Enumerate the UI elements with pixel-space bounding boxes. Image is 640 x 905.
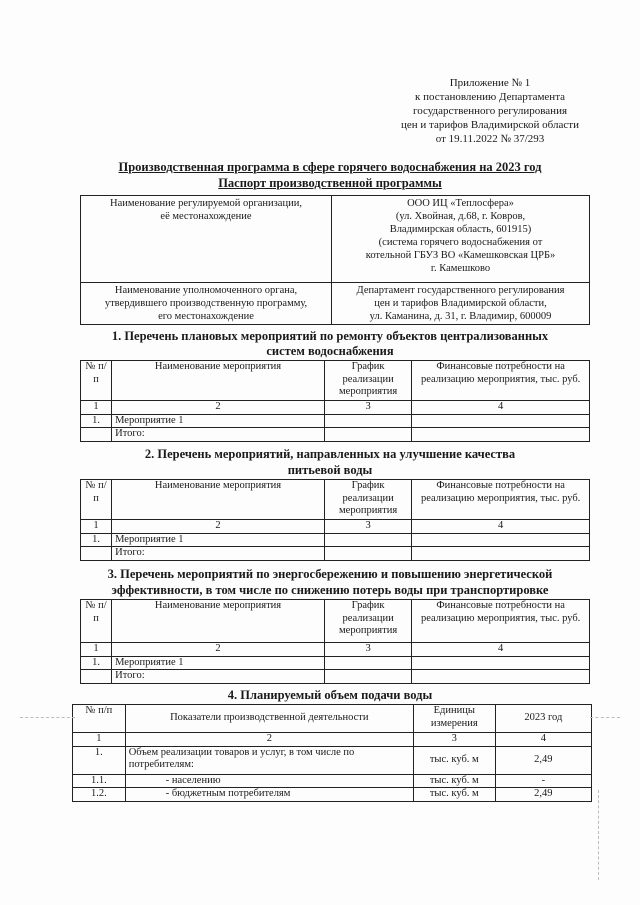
organization-system: (система горячего водоснабжения от xyxy=(378,237,543,248)
scan-artifact xyxy=(598,790,599,880)
appendix-line: Приложение № 1 xyxy=(449,77,531,89)
row-finance xyxy=(412,533,590,547)
plan-table-1 xyxy=(80,360,590,442)
appendix-line: цен и тарифов Владимирской области xyxy=(401,119,579,131)
row-value: 2,49 xyxy=(495,788,591,802)
plan-table-3 xyxy=(80,599,590,684)
total-label: Итого: xyxy=(112,670,325,684)
table-row xyxy=(73,746,592,774)
document-subtitle: Паспорт производственной программы xyxy=(218,176,442,190)
row-indicator: Объем реализации товаров и услуг, в том числе по потребителям: xyxy=(125,746,413,774)
section-2-heading: питьевой воды xyxy=(287,463,373,477)
index-cell: 4 xyxy=(412,520,590,534)
scan-artifact xyxy=(590,717,620,718)
header-finance: Финансовые потребности на реализацию мероприятия, тыс. руб. xyxy=(412,600,590,643)
table-row xyxy=(73,788,592,802)
index-cell: 4 xyxy=(412,401,590,415)
plan-table-2 xyxy=(80,479,590,561)
organization-system: котельной ГБУЗ ВО «Камешковская ЦРБ» xyxy=(365,250,556,261)
total-label: Итого: xyxy=(112,547,325,561)
row-name: Мероприятие 1 xyxy=(112,656,325,670)
index-cell: 3 xyxy=(324,401,411,415)
passport-table xyxy=(80,195,590,325)
row-unit: тыс. куб. м xyxy=(413,774,495,788)
header-num: № п/п xyxy=(81,480,112,520)
index-cell: 3 xyxy=(324,520,411,534)
row-schedule xyxy=(324,656,411,670)
index-cell: 3 xyxy=(324,643,411,657)
row-indicator: - населению xyxy=(125,774,413,788)
scan-artifact xyxy=(20,717,75,718)
passport-label: Наименование регулируемой организации, xyxy=(110,198,302,209)
index-cell: 1 xyxy=(81,643,112,657)
total-row xyxy=(81,670,590,684)
header-unit: Единицы измерения xyxy=(413,705,495,733)
row-num: 1.1. xyxy=(73,774,126,788)
total-row xyxy=(81,428,590,442)
row-num: 1. xyxy=(81,533,112,547)
passport-label-cell xyxy=(81,196,332,283)
authority-name: Департамент государственного регулирования xyxy=(356,285,565,296)
row-unit: тыс. куб. м xyxy=(413,788,495,802)
water-volume-table xyxy=(72,704,592,802)
table-row xyxy=(73,774,592,788)
appendix-line: от 19.11.2022 № 37/293 xyxy=(435,133,545,145)
row-num: 1.2. xyxy=(73,788,126,802)
document-title: Производственная программа в сфере горячего водоснабжения на 2023 год xyxy=(118,160,542,174)
table-row xyxy=(81,656,590,670)
section-1-heading: 1. Перечень плановых мероприятий по ремонту объектов централизованных xyxy=(111,329,549,343)
row-value: - xyxy=(495,774,591,788)
section-1-heading: систем водоснабжения xyxy=(266,344,394,358)
row-finance xyxy=(412,414,590,428)
passport-label: её местонахождение xyxy=(160,211,252,222)
passport-label: Наименование уполномоченного органа, xyxy=(114,285,298,296)
row-num: 1. xyxy=(81,414,112,428)
row-name: Мероприятие 1 xyxy=(112,533,325,547)
authority-name: цен и тарифов Владимирской области, xyxy=(374,298,547,309)
row-num: 1. xyxy=(73,746,126,774)
header-num: № п/п xyxy=(73,705,126,733)
index-cell: 4 xyxy=(412,643,590,657)
total-row xyxy=(81,547,590,561)
row-indicator: - бюджетным потребителям xyxy=(125,788,413,802)
organization-address: (ул. Хвойная, д.68, г. Ковров, xyxy=(395,211,526,222)
index-cell: 2 xyxy=(112,643,325,657)
total-label: Итого: xyxy=(112,428,325,442)
appendix-block xyxy=(380,76,600,146)
header-finance: Финансовые потребности на реализацию мероприятия, тыс. руб. xyxy=(412,480,590,520)
passport-label: его местонахождение xyxy=(158,311,254,322)
header-schedule: График реализации мероприятия xyxy=(324,361,411,401)
row-unit: тыс. куб. м xyxy=(413,746,495,774)
section-3-heading: 3. Перечень мероприятий по энергосбережению и повышению энергетической xyxy=(107,567,553,581)
row-schedule xyxy=(324,414,411,428)
header-num: № п/п xyxy=(81,600,112,643)
header-schedule: График реализации мероприятия xyxy=(324,480,411,520)
header-year: 2023 год xyxy=(495,705,591,733)
index-cell: 1 xyxy=(81,520,112,534)
organization-city: г. Камешково xyxy=(430,263,491,274)
appendix-line: к постановлению Департамента xyxy=(414,91,566,103)
passport-value-cell xyxy=(332,196,590,283)
organization-name: ООО ИЦ «Теплосфера» xyxy=(407,198,514,209)
header-finance: Финансовые потребности на реализацию мероприятия, тыс. руб. xyxy=(412,361,590,401)
row-num: 1. xyxy=(81,656,112,670)
index-cell: 1 xyxy=(73,733,126,747)
index-cell: 2 xyxy=(125,733,413,747)
header-name: Наименование мероприятия xyxy=(112,600,325,643)
index-cell: 2 xyxy=(112,520,325,534)
row-name: Мероприятие 1 xyxy=(112,414,325,428)
authority-address: ул. Каманина, д. 31, г. Владимир, 600009 xyxy=(369,311,552,322)
index-cell: 4 xyxy=(495,733,591,747)
index-cell: 3 xyxy=(413,733,495,747)
table-row xyxy=(81,533,590,547)
header-schedule: График реализации мероприятия xyxy=(324,600,411,643)
section-2-heading: 2. Перечень мероприятий, направленных на улучшение качества xyxy=(144,447,516,461)
passport-value-cell xyxy=(332,283,590,325)
passport-label: утвердившего производственную программу, xyxy=(104,298,308,309)
passport-label-cell xyxy=(81,283,332,325)
header-name: Наименование мероприятия xyxy=(112,480,325,520)
appendix-line: государственного регулирования xyxy=(412,105,568,117)
organization-address: Владимирская область, 601915) xyxy=(389,224,532,235)
table-row xyxy=(81,414,590,428)
section-4-heading: 4. Планируемый объем подачи воды xyxy=(227,688,433,702)
index-cell: 1 xyxy=(81,401,112,415)
header-num: № п/п xyxy=(81,361,112,401)
header-indicator: Показатели производственной деятельности xyxy=(125,705,413,733)
row-value: 2,49 xyxy=(495,746,591,774)
index-cell: 2 xyxy=(112,401,325,415)
header-name: Наименование мероприятия xyxy=(112,361,325,401)
section-3-heading: эффективности, в том числе по снижению потерь воды при транспортировке xyxy=(111,583,549,597)
row-schedule xyxy=(324,533,411,547)
row-finance xyxy=(412,656,590,670)
